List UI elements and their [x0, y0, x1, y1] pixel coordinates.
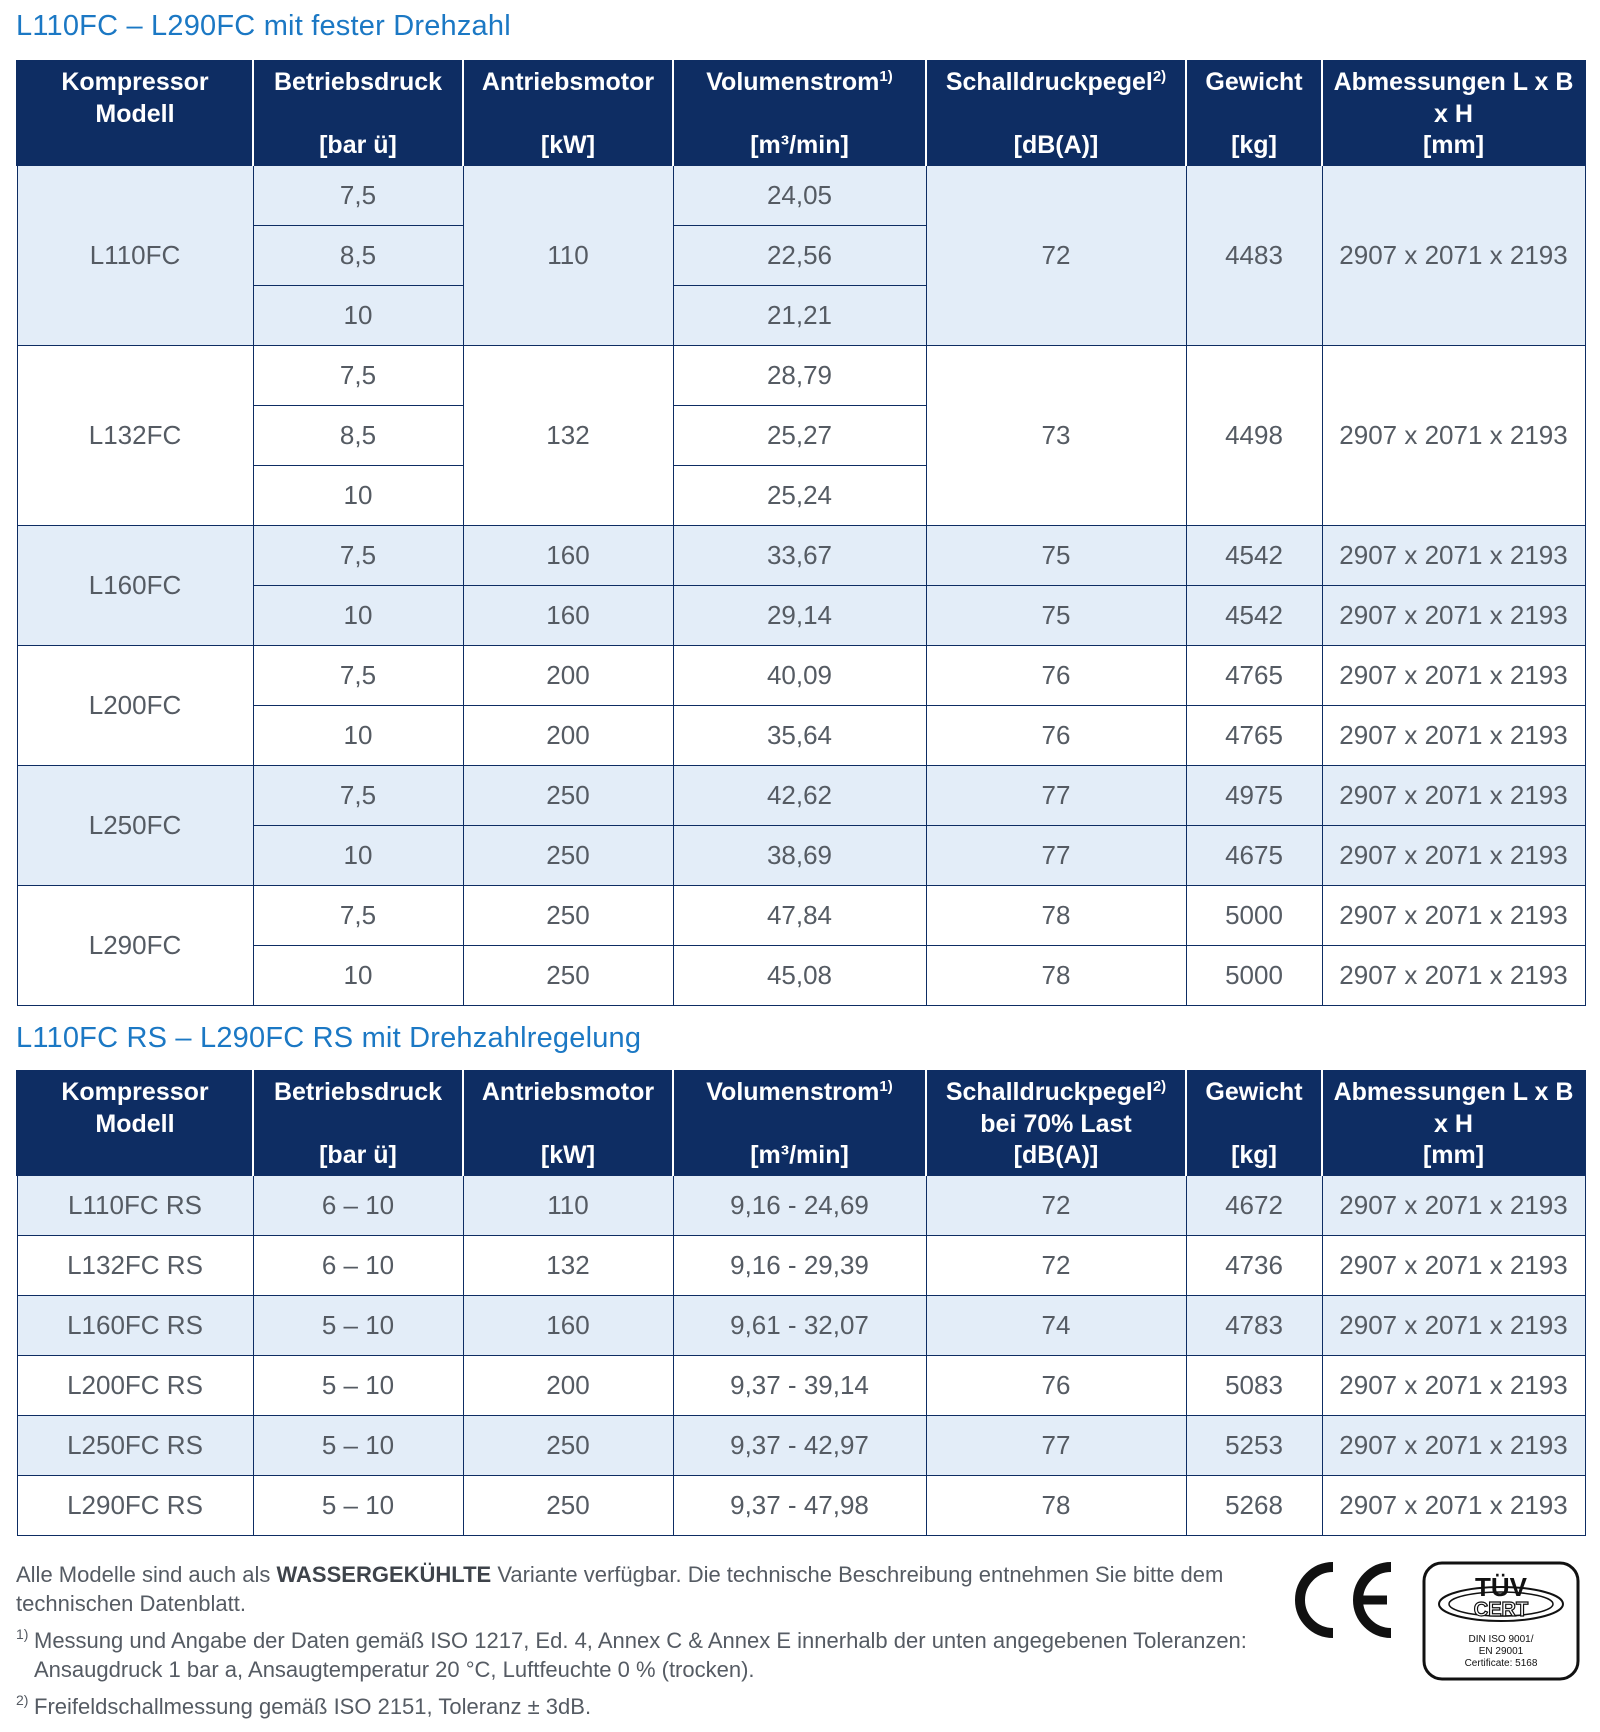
- column-header-label: Kompressor Modell: [61, 1078, 209, 1138]
- table-row: [17, 1415, 1585, 1475]
- dimensions-cell: 2907 x 2071 x 2193: [1322, 825, 1585, 885]
- footnote-marker: 2): [1152, 68, 1167, 85]
- pressure-cell: 5 – 10: [253, 1355, 463, 1415]
- column-header-label: Schalldruckpegel$^{2)}$: [945, 1078, 1167, 1106]
- column-header-unit: [kg]: [1231, 130, 1277, 159]
- flow-cell: 29,14: [673, 585, 926, 645]
- column-header-unit: [bar ü]: [319, 1140, 397, 1169]
- noise-cell: 76: [926, 645, 1186, 705]
- dimensions-cell: 2907 x 2071 x 2193: [1322, 945, 1585, 1005]
- footnote-1: [16, 1626, 1276, 1684]
- model-cell: L200FC RS: [17, 1355, 253, 1415]
- model-cell: L250FC: [17, 765, 253, 885]
- flow-cell: 42,62: [673, 765, 926, 825]
- section-title-variable-speed: L110FC RS – L290FC RS mit Drehzahlregelung: [16, 1022, 642, 1054]
- model-cell: L200FC: [17, 645, 253, 765]
- pressure-cell: 10: [253, 285, 463, 345]
- weight-cell: 4765: [1186, 705, 1322, 765]
- ce-mark-logo: [1281, 1555, 1401, 1645]
- table-row: [17, 885, 1585, 945]
- svg-text:EN 29001: EN 29001: [1478, 1646, 1524, 1657]
- motor-cell: 160: [463, 1295, 673, 1355]
- dimensions-cell: 2907 x 2071 x 2193: [1322, 1295, 1585, 1355]
- motor-cell: 200: [463, 1355, 673, 1415]
- dimensions-cell: 2907 x 2071 x 2193: [1322, 1175, 1585, 1235]
- footnote-marker: 2): [16, 1692, 29, 1708]
- flow-cell: 45,08: [673, 945, 926, 1005]
- weight-cell: 4736: [1186, 1235, 1322, 1295]
- pressure-cell: 7,5: [253, 645, 463, 705]
- pressure-cell: 5 – 10: [253, 1415, 463, 1475]
- pressure-cell: 10: [253, 945, 463, 1005]
- footnote-marker: 1): [16, 1626, 29, 1642]
- motor-cell: 200: [463, 705, 673, 765]
- dimensions-cell: 2907 x 2071 x 2193: [1322, 525, 1585, 585]
- footnotes: [16, 1560, 1276, 1721]
- column-header-label: Antriebsmotor: [481, 68, 655, 96]
- pressure-cell: 7,5: [253, 525, 463, 585]
- weight-cell: 4498: [1186, 345, 1322, 525]
- column-header-label: Schalldruckpegel$^{2)}$: [945, 68, 1167, 96]
- flow-cell: 25,24: [673, 465, 926, 525]
- column-header: [463, 60, 673, 165]
- motor-cell: 160: [463, 585, 673, 645]
- column-header-unit: [mm]: [1422, 1140, 1485, 1169]
- dimensions-cell: 2907 x 2071 x 2193: [1322, 1475, 1585, 1535]
- column-header: [926, 1070, 1186, 1175]
- section-title-fixed-speed: L110FC – L290FC mit fester Drehzahl: [16, 10, 511, 42]
- column-header-label: Antriebsmotor: [481, 1078, 655, 1106]
- flow-cell: 9,16 - 24,69: [673, 1175, 926, 1235]
- dimensions-cell: 2907 x 2071 x 2193: [1322, 705, 1585, 765]
- table-row: [17, 1355, 1585, 1415]
- column-header: [1186, 1070, 1322, 1175]
- weight-cell: 4542: [1186, 585, 1322, 645]
- dimensions-cell: 2907 x 2071 x 2193: [1322, 645, 1585, 705]
- column-header-unit: [mm]: [1422, 130, 1485, 159]
- dimensions-cell: 2907 x 2071 x 2193: [1322, 885, 1585, 945]
- svg-text:Certificate: 5168: Certificate: 5168: [1464, 1658, 1538, 1669]
- dimensions-cell: 2907 x 2071 x 2193: [1322, 165, 1585, 345]
- variable-speed-table: [16, 1070, 1586, 1536]
- column-header-label: Volumenstrom$^{1)}$: [706, 68, 893, 96]
- column-header-label: Kompressor Modell: [61, 68, 209, 128]
- column-header: [926, 60, 1186, 165]
- weight-cell: 4675: [1186, 825, 1322, 885]
- flow-cell: 9,37 - 47,98: [673, 1475, 926, 1535]
- column-header-unit: [m³/min]: [750, 1140, 849, 1169]
- pressure-cell: 6 – 10: [253, 1175, 463, 1235]
- flow-cell: 22,56: [673, 225, 926, 285]
- column-header: [17, 60, 253, 165]
- footnote-text: Messung und Angabe der Daten gemäß ISO 1217, Ed. 4, Annex C & Annex E innerhalb der unten angegebenen Toleranzen: Ansaugdruck 1 bar a, Ansaugtemperatur 20 °C, Luftfeuchte 0 % (trocken).: [34, 1628, 1247, 1682]
- table-row: [17, 1175, 1585, 1235]
- svg-text:TÜV: TÜV: [1475, 1572, 1527, 1602]
- weight-cell: 4483: [1186, 165, 1322, 345]
- weight-cell: 4672: [1186, 1175, 1322, 1235]
- pressure-cell: 5 – 10: [253, 1295, 463, 1355]
- motor-cell: 250: [463, 885, 673, 945]
- pressure-cell: 10: [253, 585, 463, 645]
- weight-cell: 5253: [1186, 1415, 1322, 1475]
- column-header-label: Gewicht: [1205, 68, 1303, 96]
- column-header: [17, 1070, 253, 1175]
- water-cooled-note: [16, 1560, 1276, 1618]
- noise-cell: 72: [926, 165, 1186, 345]
- weight-cell: 4542: [1186, 525, 1322, 585]
- motor-cell: 110: [463, 1175, 673, 1235]
- flow-cell: 9,37 - 39,14: [673, 1355, 926, 1415]
- footnote-marker: 1): [879, 1078, 893, 1095]
- flow-cell: 25,27: [673, 405, 926, 465]
- noise-cell: 73: [926, 345, 1186, 525]
- weight-cell: 5000: [1186, 945, 1322, 1005]
- model-cell: L290FC RS: [17, 1475, 253, 1535]
- footnote-marker: 1): [879, 68, 893, 85]
- motor-cell: 250: [463, 945, 673, 1005]
- flow-cell: 9,16 - 29,39: [673, 1235, 926, 1295]
- noise-cell: 77: [926, 825, 1186, 885]
- pressure-cell: 7,5: [253, 345, 463, 405]
- column-header: [673, 60, 926, 165]
- motor-cell: 250: [463, 1475, 673, 1535]
- model-cell: L110FC: [17, 165, 253, 345]
- dimensions-cell: 2907 x 2071 x 2193: [1322, 1235, 1585, 1295]
- table-row: [17, 345, 1585, 405]
- motor-cell: 132: [463, 345, 673, 525]
- pressure-cell: 10: [253, 465, 463, 525]
- dimensions-cell: 2907 x 2071 x 2193: [1322, 1415, 1585, 1475]
- pressure-cell: 8,5: [253, 405, 463, 465]
- dimensions-cell: 2907 x 2071 x 2193: [1322, 345, 1585, 525]
- footnote-text: Freifeldschallmessung gemäß ISO 2151, Toleranz ± 3dB.: [34, 1694, 592, 1719]
- noise-cell: 76: [926, 705, 1186, 765]
- noise-cell: 78: [926, 885, 1186, 945]
- flow-cell: 38,69: [673, 825, 926, 885]
- table-row: [17, 645, 1585, 705]
- table-row: [17, 525, 1585, 585]
- pressure-cell: 6 – 10: [253, 1235, 463, 1295]
- weight-cell: 5268: [1186, 1475, 1322, 1535]
- noise-cell: 75: [926, 585, 1186, 645]
- column-header: [1322, 1070, 1585, 1175]
- model-cell: L290FC: [17, 885, 253, 1005]
- tuv-cert-logo: [1421, 1560, 1581, 1682]
- table-row: [17, 1295, 1585, 1355]
- table-row: [17, 765, 1585, 825]
- motor-cell: 160: [463, 525, 673, 585]
- footnote-2: [16, 1692, 1276, 1721]
- note-bold-text: WASSERGEKÜHLTE: [276, 1562, 492, 1587]
- column-header: [463, 1070, 673, 1175]
- dimensions-cell: 2907 x 2071 x 2193: [1322, 765, 1585, 825]
- table-header-row: [17, 60, 1585, 165]
- noise-cell: 75: [926, 525, 1186, 585]
- flow-cell: 47,84: [673, 885, 926, 945]
- table-row: [17, 945, 1585, 1005]
- column-header-unit: [kg]: [1231, 1140, 1277, 1169]
- weight-cell: 4765: [1186, 645, 1322, 705]
- motor-cell: 110: [463, 165, 673, 345]
- column-header-unit: [dB(A)]: [1013, 130, 1099, 159]
- column-header-sublabel: bei 70% Last: [980, 1110, 1132, 1138]
- noise-cell: 78: [926, 945, 1186, 1005]
- flow-cell: 35,64: [673, 705, 926, 765]
- table-row: [17, 585, 1585, 645]
- pressure-cell: 7,5: [253, 165, 463, 225]
- column-header-unit: [kW]: [540, 130, 596, 159]
- column-header-label: Abmessungen L x B x H: [1333, 68, 1574, 128]
- svg-text:CERT: CERT: [1473, 1599, 1529, 1621]
- noise-cell: 74: [926, 1295, 1186, 1355]
- pressure-cell: 7,5: [253, 765, 463, 825]
- table-row: [17, 1235, 1585, 1295]
- pressure-cell: 8,5: [253, 225, 463, 285]
- noise-cell: 77: [926, 1415, 1186, 1475]
- model-cell: L132FC: [17, 345, 253, 525]
- pressure-cell: 7,5: [253, 885, 463, 945]
- column-header: [1322, 60, 1585, 165]
- column-header-label: Betriebsdruck: [273, 1078, 443, 1106]
- noise-cell: 72: [926, 1175, 1186, 1235]
- weight-cell: 4783: [1186, 1295, 1322, 1355]
- motor-cell: 132: [463, 1235, 673, 1295]
- model-cell: L160FC RS: [17, 1295, 253, 1355]
- flow-cell: 28,79: [673, 345, 926, 405]
- flow-cell: 24,05: [673, 165, 926, 225]
- weight-cell: 4975: [1186, 765, 1322, 825]
- model-cell: L250FC RS: [17, 1415, 253, 1475]
- note-text: Alle Modelle sind auch als: [16, 1562, 277, 1587]
- column-header-unit: [dB(A)]: [1013, 1140, 1099, 1169]
- pressure-cell: 10: [253, 825, 463, 885]
- column-header-unit: [kW]: [540, 1140, 596, 1169]
- column-header: [1186, 60, 1322, 165]
- motor-cell: 250: [463, 825, 673, 885]
- model-cell: L132FC RS: [17, 1235, 253, 1295]
- footnote-marker: 2): [1152, 1078, 1167, 1095]
- table-row: [17, 825, 1585, 885]
- column-header-label: Gewicht: [1205, 1078, 1303, 1106]
- note-text: Variante verfügbar. Die technische Beschreibung entnehmen Sie bitte dem technischen Datenblatt.: [16, 1562, 1224, 1616]
- column-header-label: Betriebsdruck: [273, 68, 443, 96]
- fixed-speed-table: [16, 60, 1586, 1006]
- noise-cell: 78: [926, 1475, 1186, 1535]
- column-header-label: Volumenstrom$^{1)}$: [706, 1078, 893, 1106]
- pressure-cell: 10: [253, 705, 463, 765]
- noise-cell: 76: [926, 1355, 1186, 1415]
- column-header-label: Abmessungen L x B x H: [1333, 1078, 1574, 1138]
- flow-cell: 9,37 - 42,97: [673, 1415, 926, 1475]
- dimensions-cell: 2907 x 2071 x 2193: [1322, 585, 1585, 645]
- motor-cell: 200: [463, 645, 673, 705]
- column-header: [673, 1070, 926, 1175]
- flow-cell: 33,67: [673, 525, 926, 585]
- pressure-cell: 5 – 10: [253, 1475, 463, 1535]
- dimensions-cell: 2907 x 2071 x 2193: [1322, 1355, 1585, 1415]
- weight-cell: 5083: [1186, 1355, 1322, 1415]
- flow-cell: 40,09: [673, 645, 926, 705]
- noise-cell: 77: [926, 765, 1186, 825]
- noise-cell: 72: [926, 1235, 1186, 1295]
- model-cell: L110FC RS: [17, 1175, 253, 1235]
- flow-cell: 21,21: [673, 285, 926, 345]
- table-row: [17, 165, 1585, 225]
- column-header: [253, 60, 463, 165]
- motor-cell: 250: [463, 765, 673, 825]
- table-row: [17, 705, 1585, 765]
- weight-cell: 5000: [1186, 885, 1322, 945]
- column-header-unit: [bar ü]: [319, 130, 397, 159]
- table-row: [17, 1475, 1585, 1535]
- motor-cell: 250: [463, 1415, 673, 1475]
- column-header-unit: [m³/min]: [750, 130, 849, 159]
- flow-cell: 9,61 - 32,07: [673, 1295, 926, 1355]
- model-cell: L160FC: [17, 525, 253, 645]
- column-header: [253, 1070, 463, 1175]
- table-header-row: [17, 1070, 1585, 1175]
- svg-text:DIN ISO 9001/: DIN ISO 9001/: [1468, 1634, 1534, 1645]
